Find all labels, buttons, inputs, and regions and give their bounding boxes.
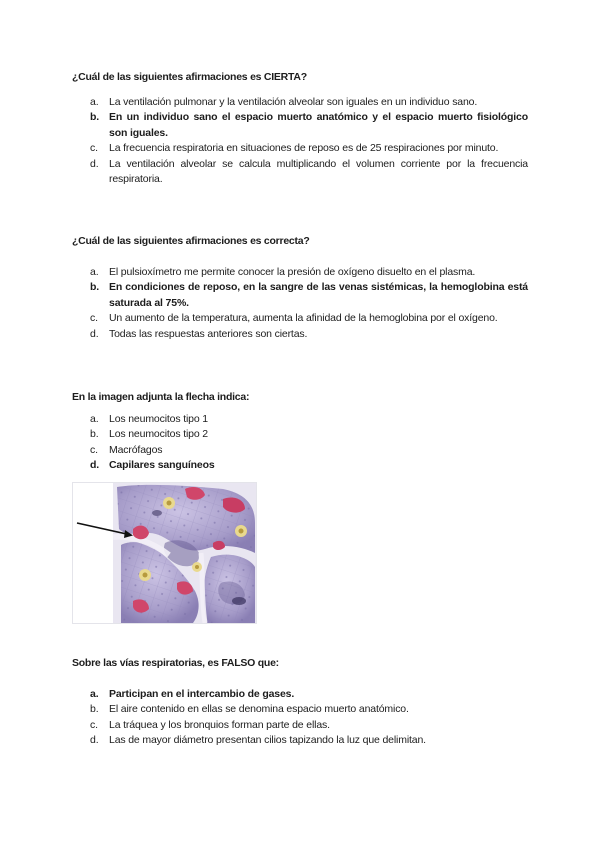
question-3-option-c[interactable]: c. Macrófagos <box>90 443 163 456</box>
option-text: La tráquea y los bronquios forman parte de ellas. <box>109 718 330 731</box>
alveolus-histology-figure <box>72 482 257 624</box>
question-1-option-a[interactable]: a. La ventilación pulmonar y la ventilación alveolar son iguales en un individuo sano. <box>90 96 478 108</box>
question-1-option-b[interactable]: b. En un individuo sano el espacio muerto anatómico y el espacio muerto fisiológico son iguales. <box>90 111 528 139</box>
question-4-option-a[interactable]: a. Participan en el intercambio de gases. <box>90 688 295 700</box>
question-2-prompt: ¿Cuál de las siguientes afirmaciones es correcta? <box>72 235 310 247</box>
option-text: Macrófagos <box>109 443 163 456</box>
option-text: En condiciones de reposo, en la sangre de las venas sistémicas, la hemoglobina está saturada al 75%. <box>109 281 528 309</box>
question-4-option-c[interactable]: c. La tráquea y los bronquios forman parte de ellas. <box>90 718 330 731</box>
question-3-options <box>72 412 528 474</box>
question-3-option-a[interactable]: a. Los neumocitos tipo 1 <box>90 413 208 425</box>
option-text: Participan en el intercambio de gases. <box>109 688 295 700</box>
question-4-option-b[interactable]: b. El aire contenido en ellas se denomina espacio muerto anatómico. <box>90 703 409 716</box>
option-text: El pulsioxímetro me permite conocer la presión de oxígeno disuelto en el plasma. <box>109 266 476 278</box>
question-1-option-d[interactable]: d. La ventilación alveolar se calcula multiplicando el volumen corriente por la frecuencia respiratoria. <box>90 157 528 186</box>
question-2-option-c[interactable]: c. Un aumento de la temperatura, aumenta la afinidad de la hemoglobina por el oxígeno. <box>90 312 498 325</box>
option-text: Los neumocitos tipo 1 <box>109 413 208 425</box>
question-4-options <box>72 687 528 749</box>
question-2-option-b[interactable]: b. En condiciones de reposo, en la sangre de las venas sistémicas, la hemoglobina está saturada al 75%. <box>90 281 528 309</box>
option-text: La ventilación pulmonar y la ventilación alveolar son iguales en un individuo sano. <box>109 96 478 108</box>
question-4-prompt: Sobre las vías respiratorias, es FALSO que: <box>72 657 279 669</box>
option-text: El aire contenido en ellas se denomina espacio muerto anatómico. <box>109 703 409 716</box>
question-1-prompt: ¿Cuál de las siguientes afirmaciones es CIERTA? <box>72 71 307 83</box>
question-3-option-d[interactable]: d. Capilares sanguíneos <box>90 459 215 472</box>
question-2-option-d[interactable]: d. Todas las respuestas anteriores son ciertas. <box>90 327 308 340</box>
option-text: La frecuencia respiratoria en situaciones de reposo es de 25 respiraciones por minuto. <box>109 142 499 155</box>
option-text: En un individuo sano el espacio muerto anatómico y el espacio muerto fisiológico son iguales. <box>109 111 528 139</box>
option-text: Los neumocitos tipo 2 <box>109 428 208 441</box>
question-1-option-c[interactable]: c. La frecuencia respiratoria en situaciones de reposo es de 25 respiraciones por minuto. <box>90 142 499 155</box>
option-text: La ventilación alveolar se calcula multiplicando el volumen corriente por la frecuencia respiratoria. <box>109 157 528 186</box>
alveolus-illustration <box>73 483 256 623</box>
option-text: Capilares sanguíneos <box>109 459 215 472</box>
question-4-option-d[interactable]: d. Las de mayor diámetro presentan cilios tapizando la luz que delimitan. <box>90 734 426 747</box>
question-2-options <box>72 265 528 342</box>
question-1-options <box>72 95 528 187</box>
question-3-prompt: En la imagen adjunta la flecha indica: <box>72 391 250 403</box>
question-3-option-b[interactable]: b. Los neumocitos tipo 2 <box>90 428 208 441</box>
option-text: Todas las respuestas anteriores son ciertas. <box>109 327 308 340</box>
option-text: Las de mayor diámetro presentan cilios tapizando la luz que delimitan. <box>109 734 426 747</box>
option-text: Un aumento de la temperatura, aumenta la afinidad de la hemoglobina por el oxígeno. <box>109 312 498 325</box>
question-2-option-a[interactable]: a. El pulsioxímetro me permite conocer la presión de oxígeno disuelto en el plasma. <box>90 266 476 278</box>
